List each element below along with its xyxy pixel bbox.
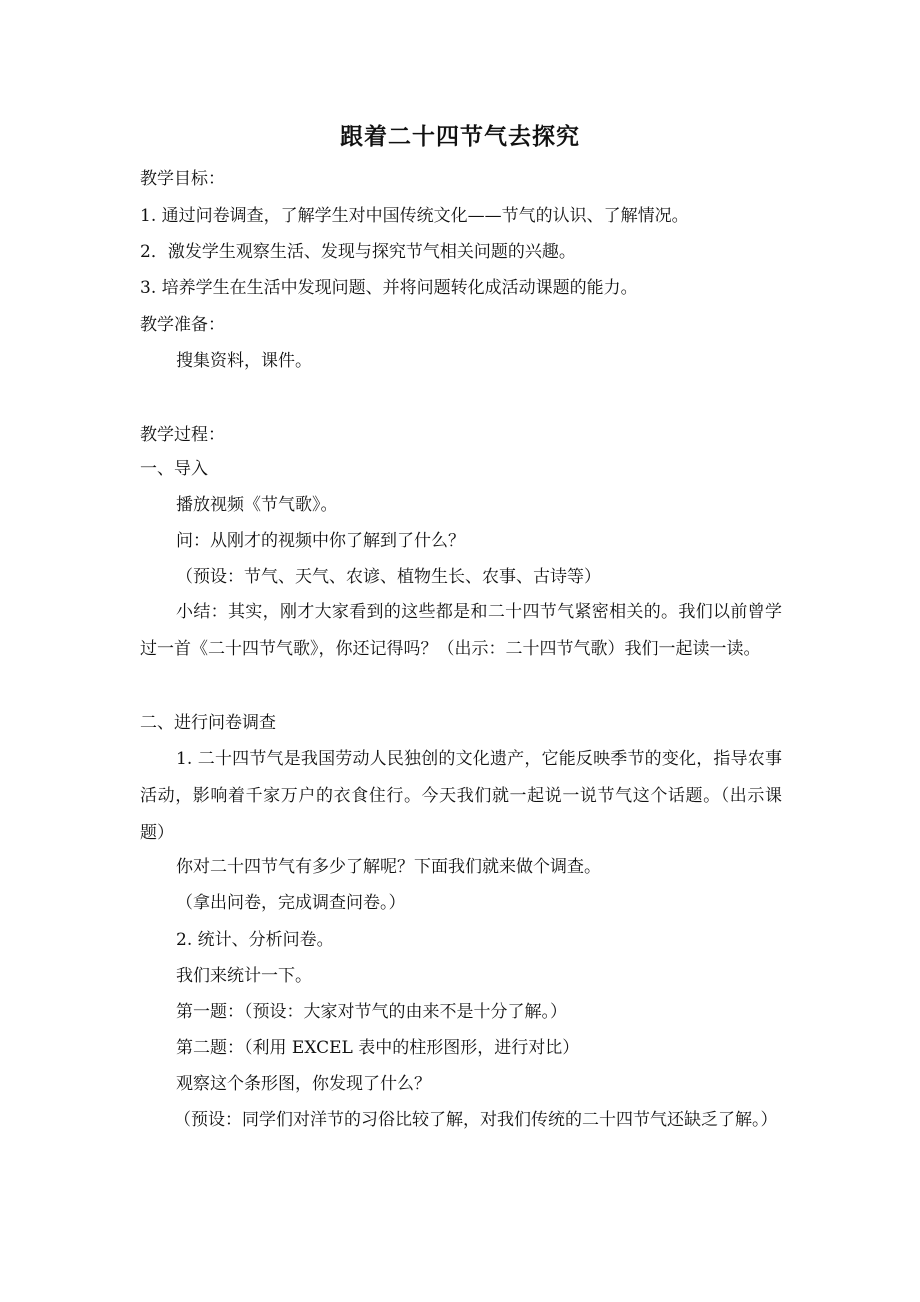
section1-line-1: 播放视频《节气歌》。 bbox=[176, 495, 338, 515]
objective-item-3: 3. 培养学生在生活中发现问题、并将问题转化成活动课题的能力。 bbox=[140, 278, 638, 298]
section1-heading: 一、导入 bbox=[140, 459, 208, 479]
preparation-heading: 教学准备： bbox=[140, 315, 225, 335]
section2-line-6: 第二题：（利用 EXCEL 表中的柱形图形，进行对比） bbox=[176, 1038, 580, 1058]
objectives-heading: 教学目标： bbox=[140, 169, 225, 189]
section2-para-1: 1. 二十四节气是我国劳动人民独创的文化遗产，它能反映季节的变化，指导农事活动，影响着千家万户的衣食住行。今天我们就一起说一说节气这个话题。（出示课题） bbox=[140, 749, 782, 843]
section1-line-3: （预设：节气、天气、农谚、植物生长、农事、古诗等） bbox=[176, 567, 601, 587]
section2-line-7: 观察这个条形图，你发现了什么？ bbox=[176, 1074, 431, 1094]
document-title: 跟着二十四节气去探究 bbox=[340, 124, 580, 150]
section2-para-end: （预设：同学们对洋节的习俗比较了解，对我们传统的二十四节气还缺乏了解。） bbox=[174, 1110, 778, 1130]
section2-heading: 二、进行问卷调查 bbox=[140, 713, 276, 733]
section1-line-2: 问：从刚才的视频中你了解到了什么？ bbox=[176, 531, 465, 551]
section2-line-5: 第一题：（预设：大家对节气的由来不是十分了解。） bbox=[176, 1002, 567, 1022]
section2-line-1: 你对二十四节气有多少了解呢？下面我们就来做个调查。 bbox=[176, 857, 601, 877]
section1-summary: 小结：其实，刚才大家看到的这些都是和二十四节气紧密相关的。我们以前曾学过一首《二十四节气歌》，你还记得吗？（出示：二十四节气歌）我们一起读一读。 bbox=[140, 602, 782, 659]
preparation-content: 搜集资料，课件。 bbox=[176, 351, 312, 371]
section2-line-4: 我们来统计一下。 bbox=[176, 966, 312, 986]
section2-line-2: （拿出问卷，完成调查问卷。） bbox=[176, 893, 406, 913]
objective-item-2: 2．激发学生观察生活、发现与探究节气相关问题的兴趣。 bbox=[140, 242, 576, 262]
objective-item-1: 1. 通过问卷调查，了解学生对中国传统文化——节气的认识、了解情况。 bbox=[140, 206, 689, 226]
section2-line-3: 2. 统计、分析问卷。 bbox=[176, 930, 334, 950]
process-heading: 教学过程： bbox=[140, 425, 225, 445]
